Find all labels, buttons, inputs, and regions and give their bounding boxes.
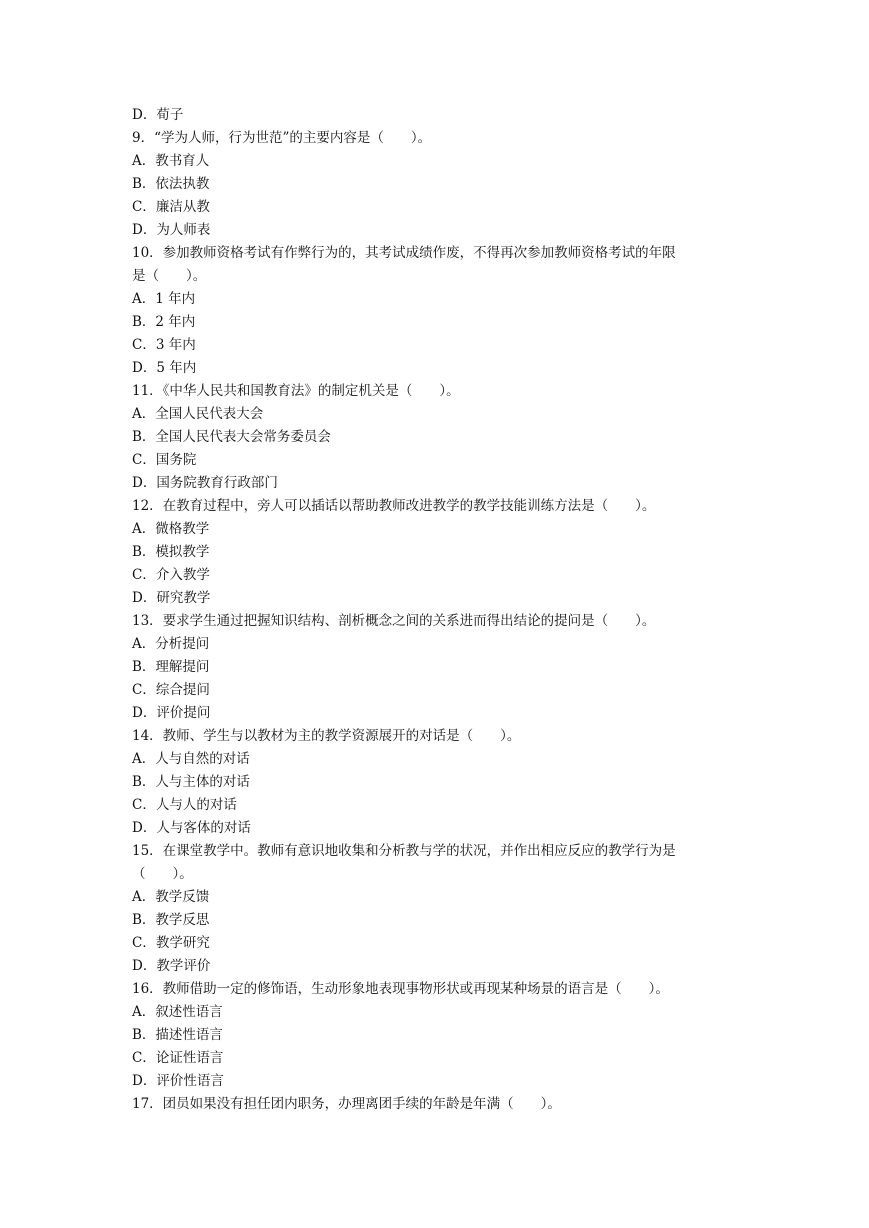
text-line: B．2 年内 <box>132 314 196 330</box>
text-line: A．分析提问 <box>132 636 210 652</box>
text-line: D．评价性语言 <box>132 1073 224 1089</box>
text-line: B．模拟教学 <box>132 544 210 560</box>
text-line: A．人与自然的对话 <box>132 751 250 767</box>
text-line: B．依法执教 <box>132 176 210 192</box>
text-line: C．廉洁从教 <box>132 199 210 215</box>
text-line: A．1 年内 <box>132 291 196 307</box>
text-line: 15．在课堂教学中。教师有意识地收集和分析教与学的状况，并作出相应反应的教学行为是 <box>132 843 676 859</box>
text-line: 14．教师、学生与以教材为主的教学资源展开的对话是（ ）。 <box>132 728 521 744</box>
text-line: D．为人师表 <box>132 222 211 238</box>
text-line: C．介入教学 <box>132 567 210 583</box>
text-line: D．教学评价 <box>132 958 211 974</box>
text-line: C．3 年内 <box>132 337 196 353</box>
text-line: B．理解提问 <box>132 659 210 675</box>
text-line: A．全国人民代表大会 <box>132 406 264 422</box>
text-line: B．教学反思 <box>132 912 210 928</box>
text-line: C．人与人的对话 <box>132 797 237 813</box>
text-line: C．论证性语言 <box>132 1050 224 1066</box>
text-line: D．评价提问 <box>132 705 211 721</box>
text-line: 13．要求学生通过把握知识结构、剖析概念之间的关系进而得出结论的提问是（ ）。 <box>132 613 656 629</box>
text-line: C．综合提问 <box>132 682 210 698</box>
text-line: D．国务院教育行政部门 <box>132 475 278 491</box>
text-line: （ ）。 <box>132 866 193 882</box>
text-line: A．微格教学 <box>132 521 210 537</box>
text-line: A．教书育人 <box>132 153 210 169</box>
text-line: 9．“学为人师，行为世范”的主要内容是（ ）。 <box>132 130 432 146</box>
text-line: A．教学反馈 <box>132 889 210 905</box>
text-line: D．人与客体的对话 <box>132 820 251 836</box>
text-line: D．5 年内 <box>132 360 197 376</box>
text-line: C．教学研究 <box>132 935 210 951</box>
text-line: B．人与主体的对话 <box>132 774 250 790</box>
text-line: 16．教师借助一定的修饰语，生动形象地表现事物形状或再现某种场景的语言是（ ）。 <box>132 981 669 997</box>
text-line: D．研究教学 <box>132 590 211 606</box>
text-line: C．国务院 <box>132 452 197 468</box>
text-line: 11．《中华人民共和国教育法》的制定机关是（ ）。 <box>132 383 460 399</box>
text-line: B．全国人民代表大会常务委员会 <box>132 429 331 445</box>
question-text-block <box>132 104 742 1116</box>
text-line: 10．参加教师资格考试有作弊行为的，其考试成绩作废，不得再次参加教师资格考试的年限 <box>132 245 676 261</box>
text-line: 是（ ）。 <box>132 268 207 284</box>
text-line: 17．团员如果没有担任团内职务，办理离团手续的年龄是年满（ ）。 <box>132 1096 561 1112</box>
text-line: 12．在教育过程中，旁人可以插话以帮助教师改进教学的教学技能训练方法是（ ）。 <box>132 498 656 514</box>
text-line: B．描述性语言 <box>132 1027 223 1043</box>
text-line: D．荀子 <box>132 107 184 123</box>
text-line: A．叙述性语言 <box>132 1004 223 1020</box>
